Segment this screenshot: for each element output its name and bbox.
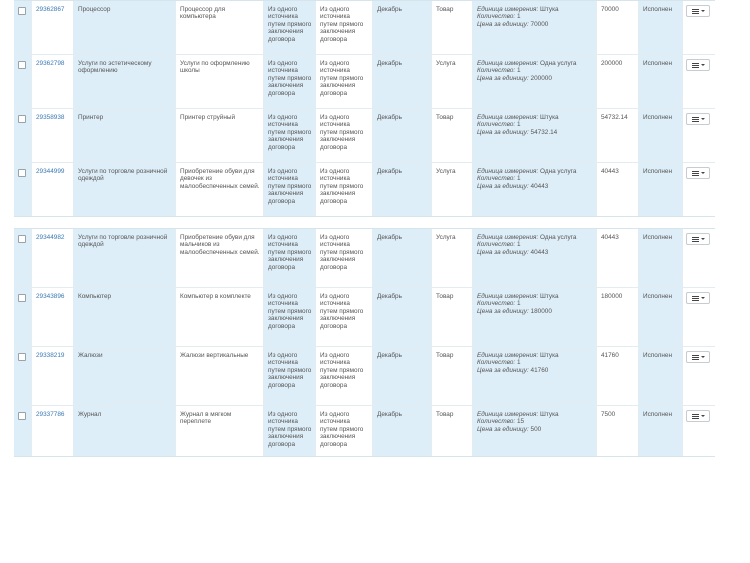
row-select-checkbox[interactable]: [18, 7, 26, 15]
item-description: Жалюзи вертикальные: [180, 352, 249, 359]
actions-cell: [682, 229, 715, 287]
quantity-line: [477, 121, 593, 128]
table-row: [14, 163, 715, 216]
month-cell: [372, 406, 431, 456]
menu-icon: [692, 414, 699, 419]
unit-label: Единица измерения:: [477, 6, 539, 13]
unit-value: Одна услуга: [540, 168, 577, 175]
procurement-method: Из одного источника путем прямого заключения договора: [268, 352, 312, 389]
quantity-label: Количество:: [477, 418, 516, 426]
select-cell: [14, 55, 31, 108]
price-value: 200000: [530, 74, 552, 82]
price-line: [477, 75, 593, 82]
details-cell: [472, 109, 596, 162]
table-row: [14, 229, 715, 288]
status-cell: [638, 1, 682, 54]
type-cell: [431, 347, 472, 405]
row-actions-button[interactable]: [686, 167, 710, 179]
details-cell: [472, 1, 596, 54]
type-cell: [431, 406, 472, 456]
status-text: Исполнен: [643, 6, 673, 13]
unit-label: Единица измерения:: [477, 293, 539, 300]
planned-month: Декабрь: [377, 293, 402, 300]
description-cell: [175, 55, 263, 108]
method-cell: [315, 109, 372, 162]
menu-icon: [692, 171, 699, 176]
table-row: [14, 55, 715, 109]
method-cell: [315, 347, 372, 405]
record-id-link[interactable]: 29358938: [36, 114, 65, 121]
total-sum: 40443: [601, 234, 619, 241]
price-line: [477, 129, 593, 136]
quantity-value: 1: [516, 13, 521, 21]
unit-value: Одна услуга: [540, 60, 577, 67]
method-cell: [263, 229, 315, 287]
unit-line: [477, 114, 593, 121]
actions-cell: [682, 163, 715, 216]
name-cell: [73, 288, 175, 346]
menu-icon: [692, 63, 699, 68]
description-cell: [175, 1, 263, 54]
item-type: Товар: [436, 293, 454, 300]
status-cell: [638, 109, 682, 162]
description-cell: [175, 406, 263, 456]
procurement-method: Из одного источника путем прямого заключения договора: [320, 293, 364, 330]
total-sum: 70000: [601, 6, 619, 13]
quantity-value: 1: [516, 67, 521, 75]
price-label: Цена за единицу:: [477, 182, 529, 190]
record-id-link[interactable]: 29344982: [36, 234, 65, 241]
quantity-value: 1: [516, 300, 521, 308]
quantity-value: 1: [516, 359, 521, 367]
item-name: Принтер: [78, 114, 104, 121]
month-cell: [372, 109, 431, 162]
name-cell: [73, 347, 175, 405]
item-name: Компьютер: [78, 293, 112, 300]
name-cell: [73, 406, 175, 456]
unit-line: [477, 234, 593, 241]
total-sum: 41760: [601, 352, 619, 359]
caret-down-icon: [701, 415, 705, 417]
method-cell: [315, 229, 372, 287]
planned-month: Декабрь: [377, 60, 402, 67]
status-cell: [638, 406, 682, 456]
record-id-link[interactable]: 29337786: [36, 411, 65, 418]
row-actions-button[interactable]: [686, 59, 710, 71]
planned-month: Декабрь: [377, 411, 402, 418]
id-cell: [31, 55, 73, 108]
select-cell: [14, 406, 31, 456]
price-line: [477, 183, 593, 190]
quantity-label: Количество:: [477, 241, 516, 249]
method-cell: [263, 163, 315, 216]
table-block: [14, 0, 715, 217]
quantity-value: 15: [516, 418, 525, 426]
procurement-method: Из одного источника путем прямого заключения договора: [320, 60, 364, 97]
sum-cell: [596, 347, 638, 405]
month-cell: [372, 1, 431, 54]
description-cell: [175, 163, 263, 216]
row-actions-button[interactable]: [686, 351, 710, 363]
caret-down-icon: [701, 10, 705, 12]
quantity-line: [477, 418, 593, 425]
price-value: 500: [530, 425, 542, 433]
price-line: [477, 21, 593, 28]
status-cell: [638, 163, 682, 216]
name-cell: [73, 1, 175, 54]
table-row: [14, 347, 715, 406]
menu-icon: [692, 296, 699, 301]
price-label: Цена за единицу:: [477, 307, 529, 315]
row-actions-button[interactable]: [686, 233, 710, 245]
type-cell: [431, 55, 472, 108]
type-cell: [431, 163, 472, 216]
item-type: Товар: [436, 411, 454, 418]
id-cell: [31, 347, 73, 405]
caret-down-icon: [701, 64, 705, 66]
item-description: Компьютер в комплекте: [180, 293, 251, 300]
planned-month: Декабрь: [377, 114, 402, 121]
planned-month: Декабрь: [377, 168, 402, 175]
record-id-link[interactable]: 29362867: [36, 6, 65, 13]
procurement-method: Из одного источника путем прямого заключения договора: [320, 168, 364, 205]
procurement-method: Из одного источника путем прямого заключения договора: [320, 234, 364, 271]
quantity-line: [477, 241, 593, 248]
unit-line: [477, 411, 593, 418]
row-select-checkbox[interactable]: [18, 294, 26, 302]
quantity-label: Количество:: [477, 300, 516, 308]
planned-month: Декабрь: [377, 234, 402, 241]
item-type: Товар: [436, 114, 454, 121]
details-cell: [472, 347, 596, 405]
procurement-method: Из одного источника путем прямого заключения договора: [268, 114, 312, 151]
item-type: Товар: [436, 352, 454, 359]
row-actions-button[interactable]: [686, 5, 710, 17]
procurement-method: Из одного источника путем прямого заключения договора: [268, 411, 312, 448]
quantity-label: Количество:: [477, 359, 516, 367]
description-cell: [175, 109, 263, 162]
unit-value: Штука: [540, 352, 559, 359]
sum-cell: [596, 1, 638, 54]
status-text: Исполнен: [643, 114, 673, 121]
menu-icon: [692, 355, 699, 360]
sum-cell: [596, 55, 638, 108]
table-block: [14, 228, 715, 457]
method-cell: [315, 1, 372, 54]
item-name: Услуги по торговле розничной одеждой: [78, 234, 168, 249]
procurement-method: Из одного источника путем прямого заключения договора: [268, 60, 312, 97]
item-name: Услуги по торговле розничной одеждой: [78, 168, 168, 183]
quantity-line: [477, 67, 593, 74]
caret-down-icon: [701, 118, 705, 120]
price-line: [477, 367, 593, 374]
item-type: Товар: [436, 6, 454, 13]
quantity-value: 1: [516, 121, 521, 129]
status-text: Исполнен: [643, 352, 673, 359]
month-cell: [372, 229, 431, 287]
id-cell: [31, 406, 73, 456]
unit-label: Единица измерения:: [477, 60, 539, 67]
record-id-link[interactable]: 29338219: [36, 352, 65, 359]
procurement-method: Из одного источника путем прямого заключения договора: [268, 6, 312, 43]
unit-label: Единица измерения:: [477, 411, 539, 418]
unit-label: Единица измерения:: [477, 234, 539, 241]
row-select-checkbox[interactable]: [18, 412, 26, 420]
total-sum: 54732.14: [601, 114, 628, 121]
name-cell: [73, 163, 175, 216]
id-cell: [31, 288, 73, 346]
description-cell: [175, 347, 263, 405]
quantity-value: 1: [516, 175, 521, 183]
quantity-line: [477, 359, 593, 366]
sum-cell: [596, 109, 638, 162]
status-text: Исполнен: [643, 168, 673, 175]
select-cell: [14, 288, 31, 346]
procurement-method: Из одного источника путем прямого заключения договора: [320, 6, 364, 43]
price-line: [477, 249, 593, 256]
table-row: [14, 109, 715, 163]
id-cell: [31, 109, 73, 162]
quantity-label: Количество:: [477, 121, 516, 129]
unit-line: [477, 352, 593, 359]
method-cell: [263, 55, 315, 108]
details-cell: [472, 229, 596, 287]
item-type: Услуга: [436, 234, 456, 241]
type-cell: [431, 288, 472, 346]
status-cell: [638, 347, 682, 405]
id-cell: [31, 1, 73, 54]
quantity-label: Количество:: [477, 67, 516, 75]
unit-line: [477, 293, 593, 300]
actions-cell: [682, 109, 715, 162]
item-type: Услуга: [436, 60, 456, 67]
row-select-checkbox[interactable]: [18, 235, 26, 243]
row-actions-button[interactable]: [686, 113, 710, 125]
row-select-checkbox[interactable]: [18, 115, 26, 123]
unit-line: [477, 168, 593, 175]
actions-cell: [682, 406, 715, 456]
method-cell: [263, 288, 315, 346]
description-cell: [175, 229, 263, 287]
method-cell: [315, 288, 372, 346]
unit-label: Единица измерения:: [477, 168, 539, 175]
item-description: Приобретение обуви для девочек из малообеспеченных семей.: [180, 168, 260, 190]
item-description: Принтер струйный: [180, 114, 236, 121]
price-label: Цена за единицу:: [477, 128, 529, 136]
total-sum: 40443: [601, 168, 619, 175]
method-cell: [263, 1, 315, 54]
id-cell: [31, 229, 73, 287]
procurement-method: Из одного источника путем прямого заключения договора: [320, 411, 364, 448]
price-value: 40443: [530, 182, 549, 190]
total-sum: 7500: [601, 411, 616, 418]
month-cell: [372, 347, 431, 405]
quantity-label: Количество:: [477, 175, 516, 183]
status-cell: [638, 229, 682, 287]
unit-value: Одна услуга: [540, 234, 577, 241]
method-cell: [315, 55, 372, 108]
status-text: Исполнен: [643, 60, 673, 67]
method-cell: [263, 109, 315, 162]
method-cell: [315, 163, 372, 216]
caret-down-icon: [701, 238, 705, 240]
status-text: Исполнен: [643, 411, 673, 418]
select-cell: [14, 109, 31, 162]
price-value: 40443: [530, 248, 549, 256]
record-id-link[interactable]: 29344999: [36, 168, 65, 175]
status-cell: [638, 288, 682, 346]
price-line: [477, 308, 593, 315]
price-line: [477, 426, 593, 433]
status-cell: [638, 55, 682, 108]
price-value: 41760: [530, 366, 549, 374]
item-type: Услуга: [436, 168, 456, 175]
status-text: Исполнен: [643, 234, 673, 241]
price-value: 54732.14: [530, 128, 558, 136]
total-sum: 180000: [601, 293, 623, 300]
menu-icon: [692, 237, 699, 242]
table-row: [14, 406, 715, 456]
record-id-link[interactable]: 29343896: [36, 293, 65, 300]
unit-line: [477, 60, 593, 67]
row-select-checkbox[interactable]: [18, 353, 26, 361]
details-cell: [472, 55, 596, 108]
details-cell: [472, 288, 596, 346]
item-name: Жалюзи: [78, 352, 103, 359]
menu-icon: [692, 117, 699, 122]
procurement-method: Из одного источника путем прямого заключения договора: [320, 352, 364, 389]
item-description: Журнал в мягком переплете: [180, 411, 232, 426]
method-cell: [263, 406, 315, 456]
sum-cell: [596, 163, 638, 216]
procurement-method: Из одного источника путем прямого заключения договора: [268, 168, 312, 205]
month-cell: [372, 163, 431, 216]
price-label: Цена за единицу:: [477, 248, 529, 256]
quantity-value: 1: [516, 241, 521, 249]
price-value: 180000: [530, 307, 552, 315]
planned-month: Декабрь: [377, 352, 402, 359]
table-row: [14, 288, 715, 347]
menu-icon: [692, 9, 699, 14]
sum-cell: [596, 406, 638, 456]
sum-cell: [596, 288, 638, 346]
unit-value: Штука: [540, 114, 559, 121]
details-cell: [472, 163, 596, 216]
price-label: Цена за единицу:: [477, 20, 529, 28]
planned-month: Декабрь: [377, 6, 402, 13]
price-label: Цена за единицу:: [477, 425, 529, 433]
item-name: Журнал: [78, 411, 102, 418]
unit-line: [477, 6, 593, 13]
status-text: Исполнен: [643, 293, 673, 300]
actions-cell: [682, 347, 715, 405]
select-cell: [14, 347, 31, 405]
quantity-line: [477, 300, 593, 307]
unit-value: Штука: [540, 293, 559, 300]
id-cell: [31, 163, 73, 216]
actions-cell: [682, 1, 715, 54]
procurement-method: Из одного источника путем прямого заключения договора: [320, 114, 364, 151]
name-cell: [73, 229, 175, 287]
quantity-label: Количество:: [477, 13, 516, 21]
item-name: Процессор: [78, 6, 111, 13]
item-name: Услуги по эстетическому оформлению: [78, 60, 152, 75]
unit-label: Единица измерения:: [477, 352, 539, 359]
caret-down-icon: [701, 297, 705, 299]
price-value: 70000: [530, 20, 549, 28]
method-cell: [315, 406, 372, 456]
caret-down-icon: [701, 172, 705, 174]
select-cell: [14, 229, 31, 287]
name-cell: [73, 109, 175, 162]
row-select-checkbox[interactable]: [18, 61, 26, 69]
actions-cell: [682, 55, 715, 108]
procurement-table: [14, 0, 715, 457]
row-actions-button[interactable]: [686, 292, 710, 304]
actions-cell: [682, 288, 715, 346]
name-cell: [73, 55, 175, 108]
row-actions-button[interactable]: [686, 410, 710, 422]
type-cell: [431, 1, 472, 54]
description-cell: [175, 288, 263, 346]
item-description: Процессор для компьютера: [180, 6, 226, 21]
method-cell: [263, 347, 315, 405]
type-cell: [431, 109, 472, 162]
item-description: Приобретение обуви для мальчиков из малообеспеченных семей.: [180, 234, 260, 256]
unit-value: Штука: [540, 6, 559, 13]
details-cell: [472, 406, 596, 456]
procurement-method: Из одного источника путем прямого заключения договора: [268, 293, 312, 330]
month-cell: [372, 288, 431, 346]
row-select-checkbox[interactable]: [18, 169, 26, 177]
total-sum: 200000: [601, 60, 623, 67]
unit-label: Единица измерения:: [477, 114, 539, 121]
sum-cell: [596, 229, 638, 287]
procurement-method: Из одного источника путем прямого заключения договора: [268, 234, 312, 271]
item-description: Услуги по оформлению школы: [180, 60, 250, 75]
record-id-link[interactable]: 29362798: [36, 60, 65, 67]
type-cell: [431, 229, 472, 287]
unit-value: Штука: [540, 411, 559, 418]
caret-down-icon: [701, 356, 705, 358]
quantity-line: [477, 13, 593, 20]
select-cell: [14, 1, 31, 54]
month-cell: [372, 55, 431, 108]
table-row: [14, 1, 715, 55]
quantity-line: [477, 175, 593, 182]
select-cell: [14, 163, 31, 216]
price-label: Цена за единицу:: [477, 74, 529, 82]
price-label: Цена за единицу:: [477, 366, 529, 374]
